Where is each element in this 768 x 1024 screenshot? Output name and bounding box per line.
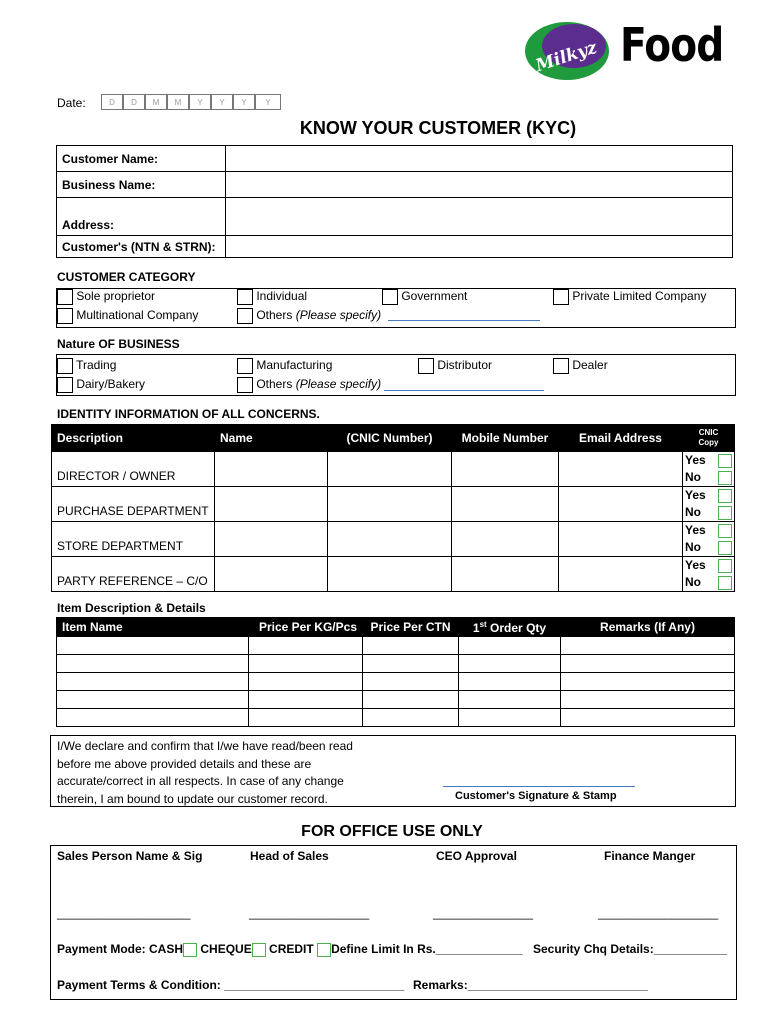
- business-name-field[interactable]: [226, 172, 733, 198]
- mobile-cell[interactable]: [452, 557, 559, 592]
- option-multinational[interactable]: Multinational Company: [57, 308, 198, 324]
- qty-cell[interactable]: [459, 709, 561, 727]
- identity-table: [51, 424, 735, 592]
- table-row: [57, 655, 735, 673]
- option-individual[interactable]: Individual: [237, 289, 307, 305]
- price-kg-cell[interactable]: [249, 637, 363, 655]
- mobile-cell[interactable]: [452, 452, 559, 487]
- col-remarks: Remarks (If Any): [561, 618, 735, 637]
- col-cnic-copy: CNIC Copy: [683, 425, 735, 452]
- checkbox[interactable]: [57, 358, 73, 374]
- customer-name-label: Customer Name:: [57, 146, 226, 172]
- cnic-cell[interactable]: [328, 522, 452, 557]
- sign-line-finance[interactable]: __________________: [598, 906, 719, 920]
- cnic-cell[interactable]: [328, 557, 452, 592]
- checkbox[interactable]: [418, 358, 434, 374]
- option-business-others[interactable]: Others (Please specify): [237, 377, 381, 393]
- identity-row-label: PURCHASE DEPARTMENT: [52, 487, 215, 522]
- signature-line[interactable]: [443, 786, 635, 787]
- no-checkbox[interactable]: [718, 576, 732, 590]
- identity-row-label: DIRECTOR / OWNER: [52, 452, 215, 487]
- remarks-cell[interactable]: [561, 673, 735, 691]
- checkbox[interactable]: [237, 377, 253, 393]
- remarks-cell[interactable]: [561, 637, 735, 655]
- no-checkbox[interactable]: [718, 541, 732, 555]
- name-cell[interactable]: [215, 557, 328, 592]
- payment-mode-row: Payment Mode: CASH CHEQUE CREDIT Define Limit In Rs._____________: [57, 942, 523, 956]
- checkbox[interactable]: [553, 289, 569, 305]
- yes-checkbox[interactable]: [718, 559, 732, 573]
- table-row: [57, 709, 735, 727]
- date-cell[interactable]: Y: [233, 94, 255, 110]
- price-ctn-cell[interactable]: [363, 691, 459, 709]
- specify-line[interactable]: [384, 390, 544, 391]
- cnic-cell[interactable]: [328, 487, 452, 522]
- mobile-cell[interactable]: [452, 487, 559, 522]
- qty-cell[interactable]: [459, 637, 561, 655]
- customer-info-table: [56, 145, 733, 258]
- price-ctn-cell[interactable]: [363, 655, 459, 673]
- cheque-checkbox[interactable]: [252, 943, 266, 957]
- col-order-qty: 1st Order Qty: [459, 618, 561, 637]
- checkbox[interactable]: [237, 308, 253, 324]
- price-ctn-cell[interactable]: [363, 637, 459, 655]
- credit-checkbox[interactable]: [317, 943, 331, 957]
- specify-line[interactable]: [388, 320, 540, 321]
- date-cell[interactable]: Y: [255, 94, 281, 110]
- col-price-kg: Price Per KG/Pcs: [249, 618, 363, 637]
- checkbox[interactable]: [382, 289, 398, 305]
- office-use-heading: FOR OFFICE USE ONLY: [301, 823, 483, 840]
- sign-line-ceo[interactable]: _______________: [433, 906, 534, 920]
- email-cell[interactable]: [559, 487, 683, 522]
- milkyz-logo: [522, 16, 612, 86]
- table-row: [57, 691, 735, 709]
- option-sole-proprietor[interactable]: Sole proprietor: [57, 289, 155, 305]
- remarks-cell[interactable]: [561, 655, 735, 673]
- item-cell[interactable]: [57, 709, 249, 727]
- date-cell[interactable]: Y: [211, 94, 233, 110]
- business-nature-heading: Nature OF BUSINESS: [57, 337, 180, 351]
- cnic-copy-cell: Yes No: [683, 452, 735, 487]
- cash-checkbox[interactable]: [183, 943, 197, 957]
- payment-terms-field[interactable]: Payment Terms & Condition: ___________________________: [57, 978, 405, 992]
- remarks-field[interactable]: Remarks:___________________________: [413, 978, 648, 992]
- col-item-name: Item Name: [57, 618, 249, 637]
- item-cell[interactable]: [57, 673, 249, 691]
- role-ceo-approval: CEO Approval: [436, 849, 517, 863]
- price-ctn-cell[interactable]: [363, 673, 459, 691]
- date-label: Date:: [57, 96, 86, 110]
- cnic-copy-cell: Yes No: [683, 557, 735, 592]
- checkbox[interactable]: [237, 289, 253, 305]
- customer-name-field[interactable]: [226, 146, 733, 172]
- email-cell[interactable]: [559, 452, 683, 487]
- cnic-cell[interactable]: [328, 452, 452, 487]
- logo-word: Food: [620, 18, 724, 72]
- option-government[interactable]: Government: [382, 289, 467, 305]
- col-email: Email Address: [559, 425, 683, 452]
- table-row: [57, 637, 735, 655]
- option-distributor[interactable]: Distributor: [418, 358, 492, 374]
- col-price-ctn: Price Per CTN: [363, 618, 459, 637]
- signature-label: Customer's Signature & Stamp: [455, 790, 617, 802]
- date-cell[interactable]: M: [145, 94, 167, 110]
- identity-heading: IDENTITY INFORMATION OF ALL CONCERNS.: [57, 407, 320, 421]
- sign-line-sales[interactable]: ____________________: [57, 906, 191, 920]
- item-cell[interactable]: [57, 691, 249, 709]
- col-name: Name: [215, 425, 328, 452]
- remarks-cell[interactable]: [561, 691, 735, 709]
- ntn-strn-label: Customer's (NTN & STRN):: [57, 236, 226, 258]
- yes-checkbox[interactable]: [718, 454, 732, 468]
- role-finance-manager: Finance Manger: [604, 849, 696, 863]
- identity-row-label: STORE DEPARTMENT: [52, 522, 215, 557]
- qty-cell[interactable]: [459, 655, 561, 673]
- security-cheque-field[interactable]: Security Chq Details:___________: [533, 942, 728, 956]
- office-use-box: [50, 845, 737, 1000]
- price-kg-cell[interactable]: [249, 673, 363, 691]
- name-cell[interactable]: [215, 487, 328, 522]
- page-title: KNOW YOUR CUSTOMER (KYC): [299, 118, 577, 138]
- items-heading: Item Description & Details: [57, 601, 206, 615]
- items-table: [56, 617, 735, 727]
- no-checkbox[interactable]: [718, 471, 732, 485]
- sign-line-head[interactable]: __________________: [249, 906, 370, 920]
- email-cell[interactable]: [559, 557, 683, 592]
- checkbox[interactable]: [57, 289, 73, 305]
- price-kg-cell[interactable]: [249, 655, 363, 673]
- price-kg-cell[interactable]: [249, 709, 363, 727]
- cnic-copy-cell: Yes No: [683, 487, 735, 522]
- date-cell[interactable]: M: [167, 94, 189, 110]
- option-trading[interactable]: Trading: [57, 358, 116, 374]
- address-field[interactable]: [226, 198, 733, 236]
- col-mobile: Mobile Number: [452, 425, 559, 452]
- address-label: Address:: [57, 198, 226, 236]
- mobile-cell[interactable]: [452, 522, 559, 557]
- col-description: Description: [52, 425, 215, 452]
- date-cell[interactable]: D: [101, 94, 123, 110]
- option-dairy-bakery[interactable]: Dairy/Bakery: [57, 377, 145, 393]
- name-cell[interactable]: [215, 522, 328, 557]
- item-cell[interactable]: [57, 637, 249, 655]
- no-checkbox[interactable]: [718, 506, 732, 520]
- date-cell[interactable]: D: [123, 94, 145, 110]
- identity-row-label: PARTY REFERENCE – C/O: [52, 557, 215, 592]
- price-kg-cell[interactable]: [249, 691, 363, 709]
- item-cell[interactable]: [57, 655, 249, 673]
- yes-checkbox[interactable]: [718, 489, 732, 503]
- email-cell[interactable]: [559, 522, 683, 557]
- name-cell[interactable]: [215, 452, 328, 487]
- logo-badge-text: Milkyz: [533, 37, 600, 77]
- option-manufacturing[interactable]: Manufacturing: [237, 358, 332, 374]
- option-dealer[interactable]: Dealer: [553, 358, 608, 374]
- yes-checkbox[interactable]: [718, 524, 732, 538]
- ntn-strn-field[interactable]: [226, 236, 733, 258]
- checkbox[interactable]: [237, 358, 253, 374]
- role-sales-person: Sales Person Name & Sig: [57, 849, 203, 863]
- checkbox[interactable]: [57, 308, 73, 324]
- col-cnic: (CNIC Number): [328, 425, 452, 452]
- cnic-copy-cell: Yes No: [683, 522, 735, 557]
- price-ctn-cell[interactable]: [363, 709, 459, 727]
- option-private-limited[interactable]: Private Limited Company: [553, 289, 706, 305]
- checkbox[interactable]: [57, 377, 73, 393]
- qty-cell[interactable]: [459, 673, 561, 691]
- remarks-cell[interactable]: [561, 709, 735, 727]
- option-others[interactable]: Others (Please specify): [237, 308, 381, 324]
- role-head-of-sales: Head of Sales: [250, 849, 329, 863]
- declaration-text: I/We declare and confirm that I/we have read/been read before me above provided details and these are accurate/correct in all respects. In case of any change therein, I am bound to update our customer record.: [57, 739, 353, 806]
- qty-cell[interactable]: [459, 691, 561, 709]
- table-row: [57, 673, 735, 691]
- date-cell[interactable]: Y: [189, 94, 211, 110]
- checkbox[interactable]: [553, 358, 569, 374]
- customer-category-heading: CUSTOMER CATEGORY: [57, 270, 196, 284]
- business-name-label: Business Name:: [57, 172, 226, 198]
